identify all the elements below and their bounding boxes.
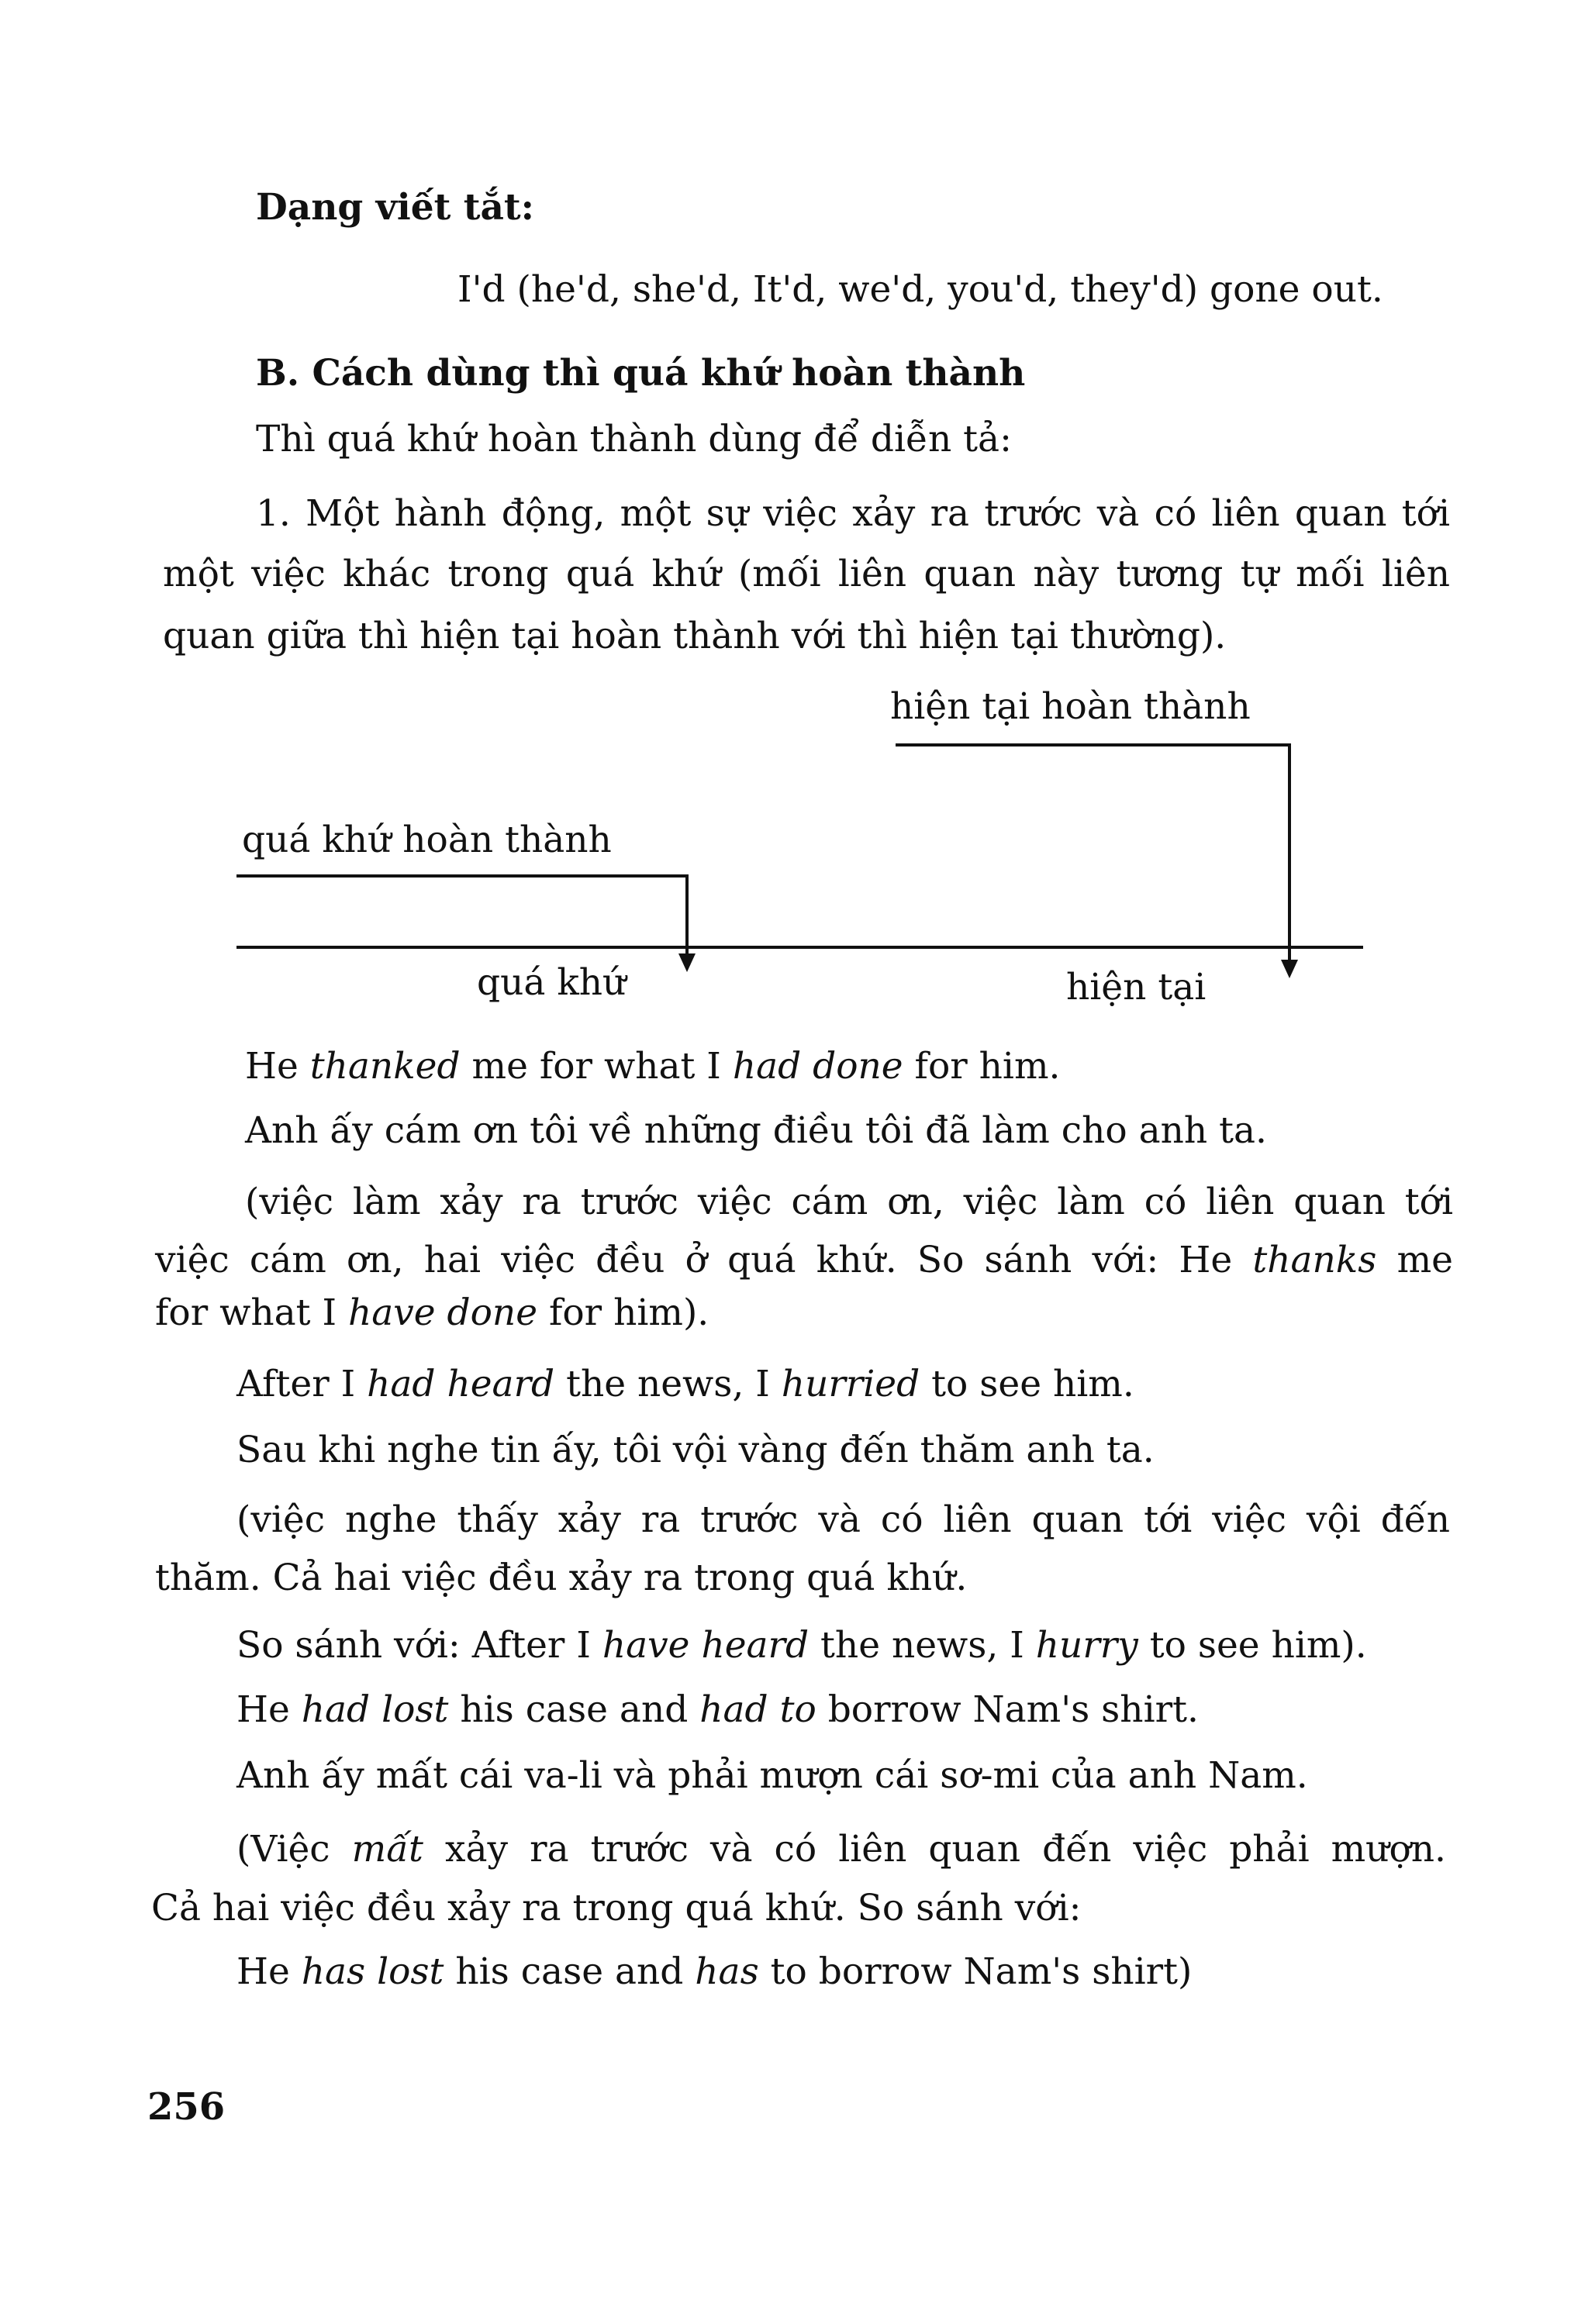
- example1-note-line1: (việc làm xảy ra trước việc cám ơn, việc làm có liên quan tới: [245, 1181, 1453, 1223]
- label-present-perfect: hiện tại hoàn thành: [890, 685, 1251, 728]
- point1-line1: 1. Một hành động, một sự việc xảy ra trước và có liên quan tới: [256, 492, 1450, 535]
- present-arrow-icon: [1281, 960, 1298, 978]
- example2-sentence: After I had heard the news, I hurried to see him.: [236, 1363, 1134, 1405]
- intro-text: Thì quá khứ hoàn thành dùng để diễn tả:: [256, 418, 1012, 460]
- example1-note-line3: for what I have done for him).: [155, 1291, 709, 1334]
- past-arrow-icon: [678, 953, 696, 972]
- example3-sentence: He had lost his case and had to borrow Nam's shirt.: [236, 1688, 1199, 1731]
- example3-translation: Anh ấy mất cái va-li và phải mượn cái sơ-mi của anh Nam.: [236, 1754, 1308, 1797]
- section-title: B. Cách dùng thì quá khứ hoàn thành: [256, 352, 1026, 395]
- example2-note-line2: thăm. Cả hai việc đều xảy ra trong quá khứ.: [155, 1557, 968, 1599]
- example1-translation: Anh ấy cám ơn tôi về những điều tôi đã làm cho anh ta.: [245, 1109, 1267, 1152]
- example2-compare: So sánh với: After I have heard the news, I hurry to see him).: [236, 1624, 1367, 1667]
- abbrev-heading: Dạng viết tắt:: [256, 186, 534, 229]
- example3-note-line1: (Việc mất xảy ra trước và có liên quan đến việc phải mượn.: [236, 1828, 1446, 1871]
- example2-translation: Sau khi nghe tin ấy, tôi vội vàng đến thăm anh ta.: [236, 1429, 1155, 1471]
- example1-note-line2: việc cám ơn, hai việc đều ở quá khứ. So sánh với: He thanks me: [155, 1239, 1454, 1281]
- abbrev-example: I'd (he'd, she'd, It'd, we'd, you'd, they'd) gone out.: [457, 268, 1383, 311]
- label-past-perfect: quá khứ hoàn thành: [242, 819, 612, 861]
- example3-compare: He has lost his case and has to borrow Nam's shirt): [236, 1950, 1193, 1993]
- point1-line2: một việc khác trong quá khứ (mối liên quan này tương tự mối liên: [163, 553, 1450, 595]
- example1-sentence: He thanked me for what I had done for him.: [245, 1045, 1061, 1088]
- example3-note-line2: Cả hai việc đều xảy ra trong quá khứ. So sánh với:: [151, 1887, 1082, 1929]
- example2-note-line1: (việc nghe thấy xảy ra trước và có liên quan tới việc vội đến: [236, 1498, 1450, 1541]
- point1-line3: quan giữa thì hiện tại hoàn thành với thì hiện tại thường).: [163, 615, 1227, 657]
- label-past: quá khứ: [477, 961, 627, 1004]
- label-present: hiện tại: [1066, 966, 1207, 1009]
- page-number: 256: [147, 2085, 226, 2129]
